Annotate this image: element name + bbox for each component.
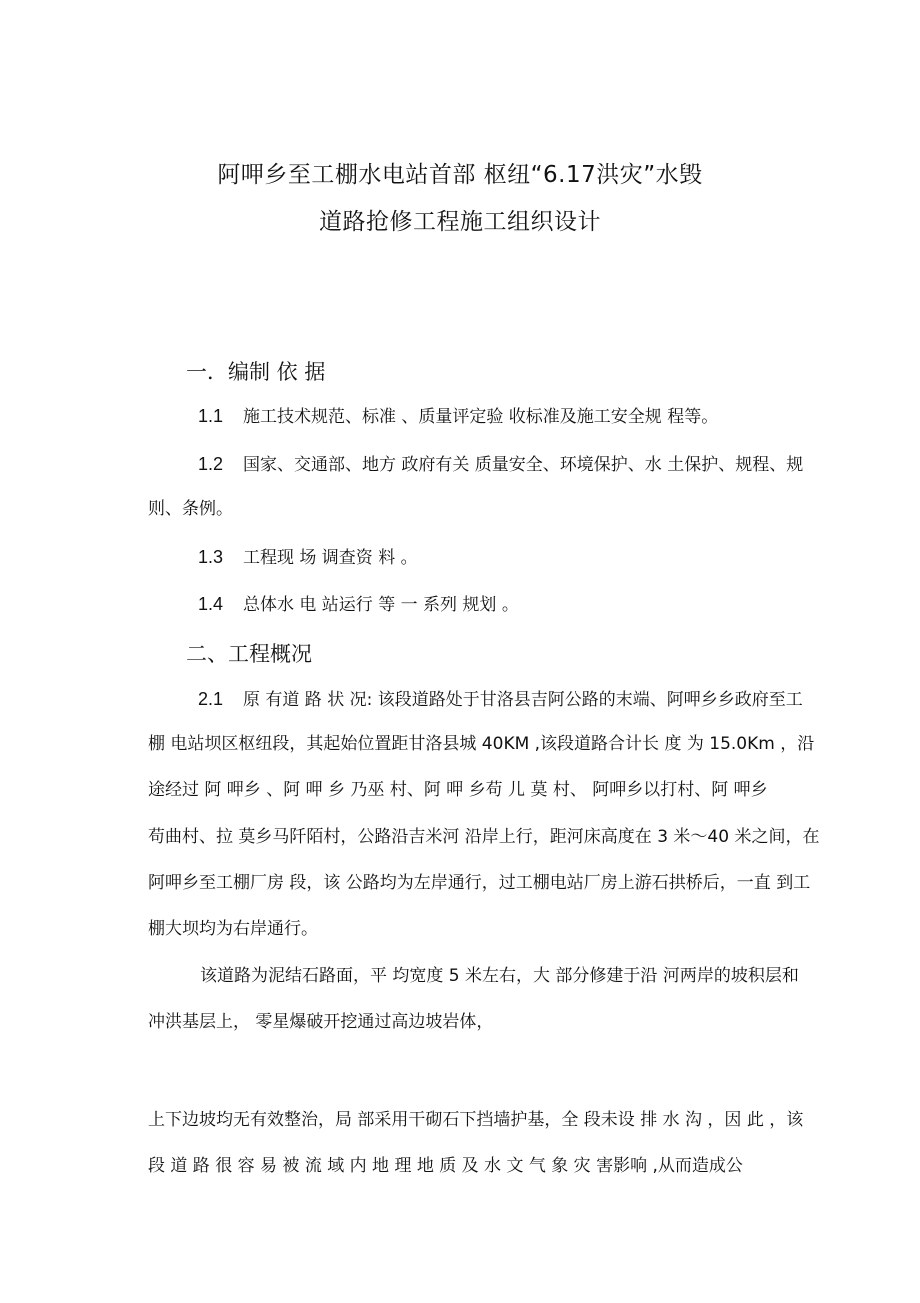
item-2-1-line-3: 途经过 阿 呷乡 、阿 呷 乡 乃巫 村、阿 呷 乡苟 儿 莫 村、 阿呷乡以打村、阿 呷乡 [148,780,768,800]
item-2-1-line-1 [198,690,803,709]
item-1-2 [198,455,854,474]
paragraph-3-line-2: 段 道 路 很 容 易 被 流 域 内 地 理 地 质 及 水 文 气 象 灾 害影响 ,从而造成公 [148,1156,743,1176]
item-2-1-line-6: 棚大坝均为右岸通行。 [148,919,318,939]
item-text: 工程现 场 调查资 料 。 [243,548,418,568]
item-text: 原 有道 路 状 况: 该段道路处于甘洛县吉阿公路的末端、阿呷乡乡政府至工 [243,690,803,710]
item-2-1-line-2: 棚 电站坝区枢纽段，其起始位置距甘洛县城 40KM ,该段道路合计长 度 为 15.0Km ，沿 [148,734,815,754]
document-title-line-1: 阿呷乡至工棚水电站首部 枢纽“6.17洪灾”水毁 [217,162,703,188]
item-1-3 [198,548,418,567]
item-1-4 [198,595,519,614]
item-number: 1.3 [198,547,224,567]
section-1-heading: 一．编制 依 据 [186,360,326,384]
section-2-heading: 二、工程概况 [186,642,312,666]
item-text: 总体水 电 站运行 等 一 系列 规划 。 [243,595,519,615]
item-number: 1.2 [198,454,224,474]
item-text: 施工技术规范、标准 、质量评定验 收标准及施工安全规 程等。 [243,407,719,427]
item-text: 国家、交通部、地方 政府有关 质量安全、环境保护、水 土保护、规程、规 [243,455,804,475]
item-2-1-line-4: 苟曲村、拉 莫乡马阡陌村，公路沿吉米河 沿岸上行，距河床高度在 3 米～40 米之间，在 [148,827,820,847]
paragraph-2-line-2: 冲洪基层上， 零星爆破开挖通过高边坡岩体， [148,1012,494,1032]
paragraph-3-line-1: 上下边坡均无有效整治，局 部采用干砌石下挡墙护基，全 段未设 排 水 沟 ，因 此 ，该 [148,1110,804,1130]
item-1-2-continuation: 则、条例。 [148,499,233,519]
item-2-1-line-5: 阿呷乡至工棚厂房 段，该 公路均为左岸通行，过工棚电站厂房上游石拱桥后，一直 到工 [148,873,811,893]
item-number: 2.1 [198,689,224,709]
item-number: 1.4 [198,594,224,614]
paragraph-2-line-1: 该道路为泥结石路面，平 均宽度 5 米左右，大 部分修建于沿 河两岸的坡积层和 [200,966,799,986]
item-1-1 [198,407,718,426]
item-number: 1.1 [198,406,224,426]
document-title-line-2: 道路抢修工程施工组织设计 [319,209,601,235]
